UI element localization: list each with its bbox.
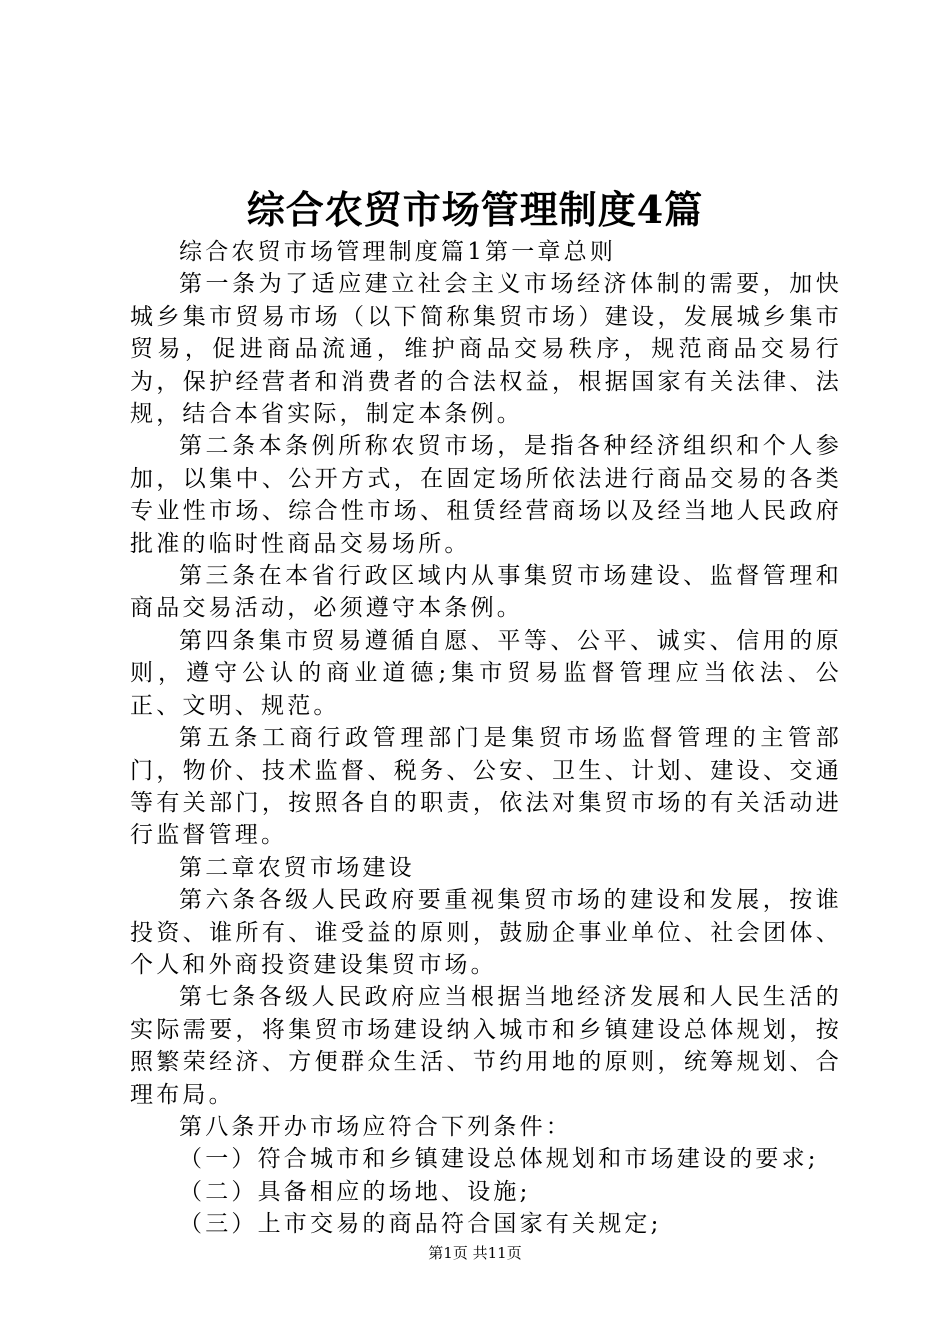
chapter-2-heading: 第二章农贸市场建设 [179,854,415,881]
paragraph-article-1: 第一条为了适应建立社会主义市场经济体制的需要，加快城乡集市贸易市场（以下简称集贸市场）建设，发展城乡集市贸易，促进商品流通，维护商品交易秩序，规范商品交易行为，保护经营者和消费者的合法权益，根据国家有关法律、法规，结合本省实际，制定本条例。 [130,271,842,428]
list-item-1: （一）符合城市和乡镇建设总体规划和市场建设的要求; [179,1146,819,1173]
list-item-3: （三）上市交易的商品符合国家有关规定; [179,1211,662,1238]
paragraph-article-8: 第八条开办市场应符合下列条件： [179,1113,572,1140]
paragraph-article-5: 第五条工商行政管理部门是集贸市场监督管理的主管部门，物价、技术监督、税务、公安、卫生、计划、建设、交通等有关部门，按照各自的职责，依法对集贸市场的有关活动进行监督管理。 [130,725,842,849]
list-item-2: （二）具备相应的场地、设施; [179,1178,531,1205]
paragraph-article-4: 第四条集市贸易遵循自愿、平等、公平、诚实、信用的原则，遵守公认的商业道德;集市贸易监督管理应当依法、公正、文明、规范。 [130,627,842,719]
document-title: 综合农贸市场管理制度4篇 [246,187,704,232]
document-body [130,236,842,1241]
paragraph-article-3: 第三条在本省行政区域内从事集贸市场建设、监督管理和商品交易活动，必须遵守本条例。 [130,563,842,622]
paragraph-article-6: 第六条各级人民政府要重视集贸市场的建设和发展，按谁投资、谁所有、谁受益的原则，鼓励企事业单位、社会团体、个人和外商投资建设集贸市场。 [130,887,842,978]
paragraph-article-2: 第二条本条例所称农贸市场，是指各种经济组织和个人参加，以集中、公开方式，在固定场所依法进行商品交易的各类专业性市场、综合性市场、租赁经营商场以及经当地人民政府批准的临时性商品交易场所。 [130,433,842,557]
paragraph-article-7: 第七条各级人民政府应当根据当地经济发展和人民生活的实际需要，将集贸市场建设纳入城市和乡镇建设总体规划，按照繁荣经济、方便群众生活、节约用地的原则，统筹规划、合理布局。 [130,984,842,1108]
paragraph-intro: 综合农贸市场管理制度篇1第一章总则 [179,239,617,265]
page-footer: 第1页 共11页 [428,1244,522,1262]
